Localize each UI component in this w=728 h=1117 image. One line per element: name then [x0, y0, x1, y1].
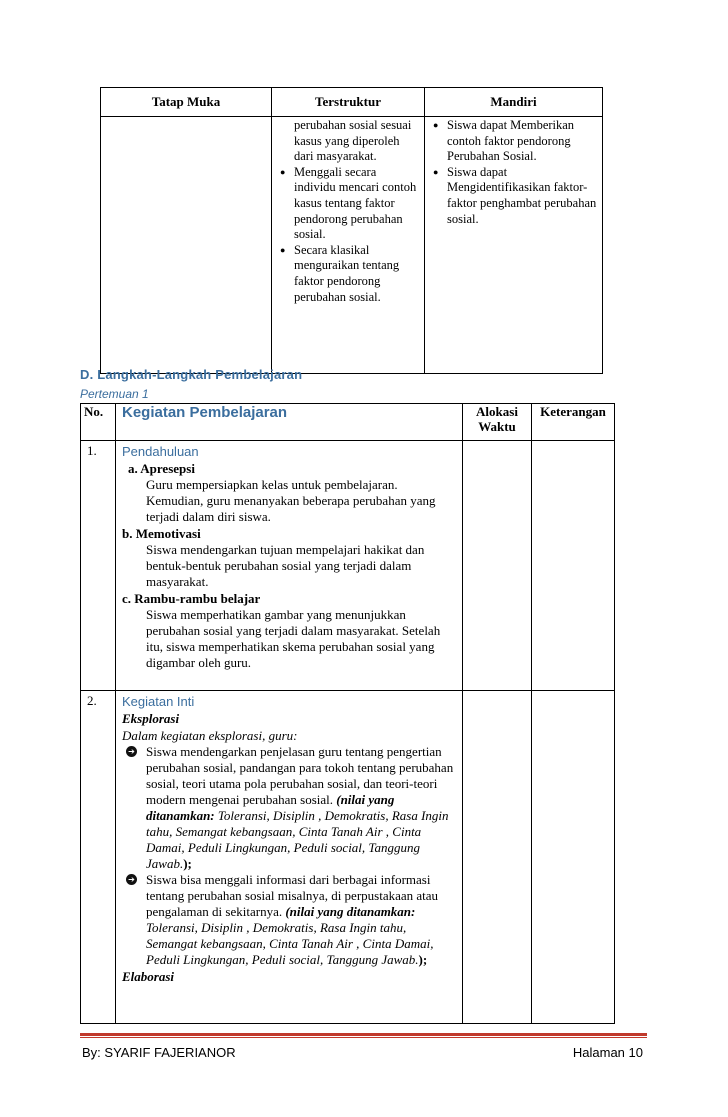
- activity-text: Siswa bisa menggali informasi dari berbagai informasi tentang perubahan sosial misalnya, di perpustakaan atau pengalaman di sekitarnya.: [146, 872, 439, 919]
- section-title: D. Langkah-Langkah Pembelajaran: [80, 367, 303, 382]
- values-end: );: [418, 952, 428, 967]
- footer-author: By: SYARIF FAJERIANOR: [82, 1045, 236, 1060]
- eksplorasi-intro: Dalam kegiatan eksplorasi, guru:: [122, 728, 298, 743]
- terstruktur-item: ● Menggali secara individu mencari contoh kasus tentang faktor pendorong perubahan sosial.: [276, 165, 420, 243]
- values-text: Toleransi, Disiplin , Demokratis, Rasa Ingin tahu, Semangat kebangsaan, Cinta Tanah Air , Cinta Damai, Peduli Lingkungan, Peduli social, Tanggung Jawab.: [146, 920, 434, 967]
- row-content: [116, 441, 463, 691]
- header-no: No.: [81, 404, 116, 441]
- keterangan-cell: [532, 441, 615, 691]
- phase-title: Kegiatan Inti: [122, 694, 195, 709]
- top-table: [100, 87, 603, 374]
- step-text: Siswa mendengarkan tujuan mempelajari hakikat dan bentuk-bentuk perubahan sosial yang terjadi dalam masyarakat.: [146, 542, 425, 589]
- activity-text: Siswa mendengarkan penjelasan guru tentang pengertian perubahan sosial, pandangan para tokoh tentang perubahan sosial, teori utama pola perubahan sosial, dan teori-teori modern mengenai perubahan sosial.: [146, 744, 454, 807]
- mandiri-cell: [425, 117, 603, 374]
- row-content: [116, 691, 463, 1024]
- step-text: Siswa memperhatikan gambar yang menunjukkan perubahan sosial yang terjadi dalam masyarakat. Setelah itu, siswa memperhatikan skema perubahan sosial yang digambar oleh guru.: [146, 607, 441, 670]
- values-label: (nilai yang ditanamkan:: [285, 904, 416, 919]
- learning-steps-table: [80, 403, 615, 1024]
- header-tatap-muka: Tatap Muka: [101, 88, 272, 117]
- header-alokasi: Alokasi Waktu: [463, 404, 532, 441]
- eksplorasi-title: Eksplorasi: [122, 711, 180, 726]
- phase-title: Pendahuluan: [122, 444, 199, 459]
- footer-rule-thin: [80, 1037, 647, 1038]
- step-title: b. Memotivasi: [122, 526, 201, 541]
- mandiri-item: ● Siswa dapat Memberikan contoh faktor pendorong Perubahan Sosial.: [429, 118, 598, 165]
- values-label: (nilai yang ditanamkan:: [146, 792, 395, 823]
- step-text: Guru mempersiapkan kelas untuk pembelajaran. Kemudian, guru menanyakan beberapa perubahan yang terjadi dalam diri siswa.: [146, 477, 436, 524]
- step-title: a. Apresepsi: [128, 461, 195, 476]
- header-keterangan: Keterangan: [532, 404, 615, 441]
- activity-item: [122, 872, 458, 968]
- section-subtitle: Pertemuan 1: [80, 387, 149, 401]
- alokasi-cell: [463, 441, 532, 691]
- footer-page-number: Halaman 10: [572, 1045, 643, 1060]
- keterangan-cell: [532, 691, 615, 1024]
- values-text: Toleransi, Disiplin , Demokratis, Rasa Ingin tahu, Semangat kebangsaan, Cinta Tanah Air , Cinta Damai, Peduli Lingkungan, Peduli social, Tanggung Jawab.: [146, 808, 449, 871]
- row-number: 1.: [81, 441, 116, 691]
- header-terstruktur: Terstruktur: [272, 88, 425, 117]
- terstruktur-item: ● Secara klasikal menguraikan tentang faktor pendorong perubahan sosial.: [276, 243, 420, 305]
- terstruktur-cell: [272, 117, 425, 374]
- terstruktur-item: perubahan sosial sesuai kasus yang diperoleh dari masyarakat.: [294, 118, 412, 164]
- alokasi-cell: [463, 691, 532, 1024]
- activity-item: [122, 744, 458, 872]
- row-number: 2.: [81, 691, 116, 1024]
- values-end: );: [183, 856, 192, 871]
- header-mandiri: Mandiri: [425, 88, 603, 117]
- mandiri-item: ● Siswa dapat Mengidentifikasikan faktor-faktor penghambat perubahan sosial.: [429, 165, 598, 227]
- step-title: c. Rambu-rambu belajar: [122, 591, 261, 606]
- header-kegiatan: Kegiatan Pembelajaran: [116, 404, 463, 441]
- elaborasi-title: Elaborasi: [122, 969, 175, 984]
- tatap-muka-cell: [101, 117, 272, 374]
- footer-rule: [80, 1033, 647, 1036]
